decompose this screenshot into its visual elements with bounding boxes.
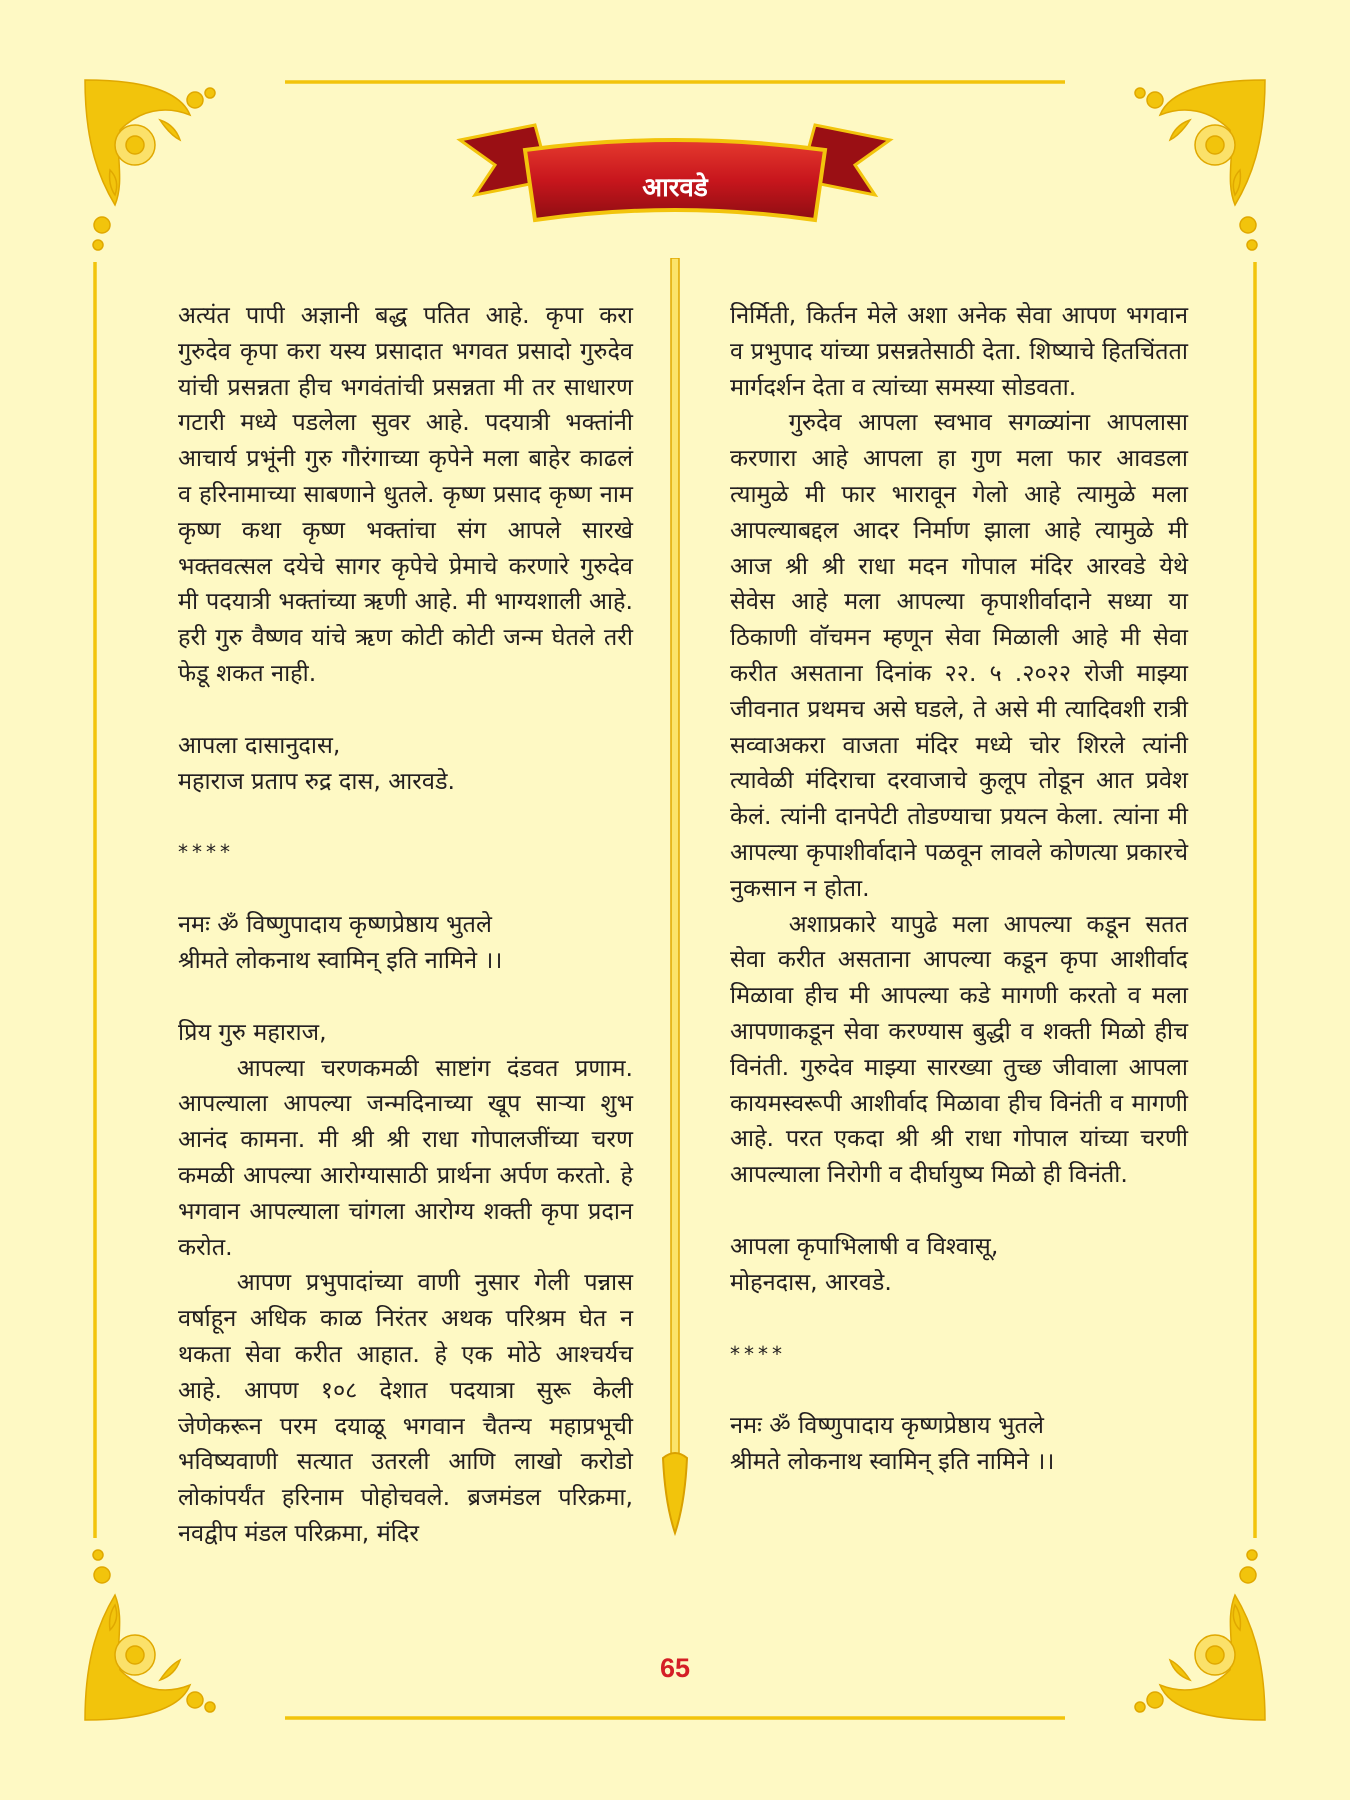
left-paragraph-1: अत्यंत पापी अज्ञानी बद्ध पतित आहे. कृपा करा गुरुदेव कृपा करा यस्य प्रसादात भगवत प्रसादो गुरुदेव यांची प्रसन्नता हीच भगवंतांची प्रसन्नता मी तर साधारण गटारी मध्ये पडलेला सुवर आहे. पदयात्री भक्तांनी आचार्य प्रभूंनी गुरु गौरंगाच्या कृपेने मला बाहेर काढलं व हरिनामाच्या साबणाने धुतले. कृष्ण प्रसाद कृष्ण नाम कृष्ण कथा कृष्ण भक्तांचा संग आपले सारखे भक्तवत्सल दयेचे सागर कृपेचे प्रेमाचे करणारे गुरुदेव मी पदयात्री भक्तांच्या ऋणी आहे. मी भाग्यशाली आहे. हरी गुरु वैष्णव यांचे ऋण कोटी कोटी जन्म घेतले तरी फेडू शकत नाही. [178, 301, 633, 687]
left-signoff-line-2: महाराज प्रताप रुद्र दास, आरवडे. [178, 766, 456, 795]
left-salutation: प्रिय गुरु महाराज, [178, 1017, 327, 1046]
right-paragraph-3: अशाप्रकारे यापुढे मला आपल्या कडून सतत सेवा करीत असताना आपल्या कडून कृपा आशीर्वाद मिळावा हीच मी आपल्या कडे मागणी करतो व मला आपणाकडून सेवा करण्यास बुद्धी व शक्ती मिळो हीच विनंती. गुरुदेव माझ्या सारख्या तुच्छ जीवाला आपला कायमस्वरूपी आशीर्वाद मिळावा हीच विनंती व मागणी आहे. परत एकदा श्री श्री राधा गोपाल यांच्या चरणी आपल्याला निरोगी व दीर्घायुष्य मिळो ही विनंती. [730, 909, 1188, 1189]
left-separator-stars: **** [178, 840, 234, 865]
right-column [730, 298, 1188, 1480]
right-paragraph-1: निर्मिती, किर्तन मेले अशा अनेक सेवा आपण भगवान व प्रभुपाद यांच्या प्रसन्नतेसाठी देता. शिष्याचे हितचिंतता मार्गदर्शन देता व त्यांच्या समस्या सोडवता. [730, 301, 1188, 401]
left-body-paragraph-2: आपण प्रभुपादांच्या वाणी नुसार गेली पन्नास वर्षाहून अधिक काळ निरंतर अथक परिश्रम घेत न थकता सेवा करीत आहात. हे एक मोठे आश्चर्यच आहे. आपण १०८ देशात पदयात्रा सुरू केली जेणेकरून परम दयाळू भगवान चैतन्य महाप्रभूची भविष्यवाणी सत्यात उतरली आणि लाखो करोडो लोकांपर्यंत हरिनाम पोहोचवले. ब्रजमंडल परिक्रमा, नवद्वीप मंडल परिक्रमा, मंदिर [178, 1268, 633, 1547]
right-signoff-line-1: आपला कृपाभिलाषी व विश्वासू, [730, 1231, 999, 1260]
left-column [178, 298, 633, 1552]
left-mantra-line-2: श्रीमते लोकनाथ स्वामिन् इति नामिने ।। [178, 945, 503, 974]
section-title: आरवडे [642, 173, 708, 203]
column-divider [655, 258, 695, 1538]
right-signoff-line-2: मोहनदास, आरवडे. [730, 1267, 892, 1296]
right-separator-stars: **** [730, 1341, 786, 1366]
corner-ornament-bottom-left [80, 1525, 260, 1725]
corner-ornament-bottom-right [1090, 1525, 1270, 1725]
page-number: 65 [659, 1653, 691, 1683]
corner-ornament-top-left [80, 75, 260, 275]
right-mantra-line-1: नमः ॐ विष्णुपादाय कृष्णप्रेष्ठाय भुतले [730, 1411, 1044, 1440]
corner-ornament-top-right [1090, 75, 1270, 275]
right-paragraph-2: गुरुदेव आपला स्वभाव सगळ्यांना आपलासा करणारा आहे आपला हा गुण मला फार आवडला त्यामुळे मी फार भारावून गेलो आहे त्यामुळे मला आपल्याबद्दल आदर निर्माण झाला आहे त्यामुळे मी आज श्री श्री राधा मदन गोपाल मंदिर आरवडे येथे सेवेस आहे मला आपल्या कृपाशीर्वादाने सध्या या ठिकाणी वॉचमन म्हणून सेवा मिळाली आहे मी सेवा करीत असताना दिनांक २२. ५ .२०२२ रोजी माझ्या जीवनात प्रथमच असे घडले, ते असे मी त्यादिवशी रात्री सव्वाअकरा वाजता मंदिर मध्ये चोर शिरले त्यांनी त्यावेळी मंदिराचा दरवाजाचे कुलूप तोडून आत प्रवेश केलं. त्यांनी दानपेटी तोडण्याचा प्रयत्न केला. त्यांना मी आपल्या कृपाशीर्वादाने पळवून लावले कोणत्या प्रकारचे नुकसान न होता. [730, 408, 1188, 902]
right-mantra-line-2: श्रीमते लोकनाथ स्वामिन् इति नामिने ।। [730, 1447, 1055, 1476]
left-body-paragraph-1: आपल्या चरणकमळी साष्टांग दंडवत प्रणाम. आपल्याला आपल्या जन्मदिनाच्या खूप साऱ्या शुभ आनंद कामना. मी श्री श्री राधा गोपालजींच्या चरण कमळी आपल्या आरोग्यासाठी प्रार्थना अर्पण करतो. हे भगवान आपल्याला चांगला आरोग्य शक्ती कृपा प्रदान करोत. [178, 1053, 633, 1261]
left-signoff-line-1: आपला दासानुदास, [178, 730, 341, 759]
left-mantra-line-1: नमः ॐ विष्णुपादाय कृष्णप्रेष्ठाय भुतले [178, 910, 492, 939]
